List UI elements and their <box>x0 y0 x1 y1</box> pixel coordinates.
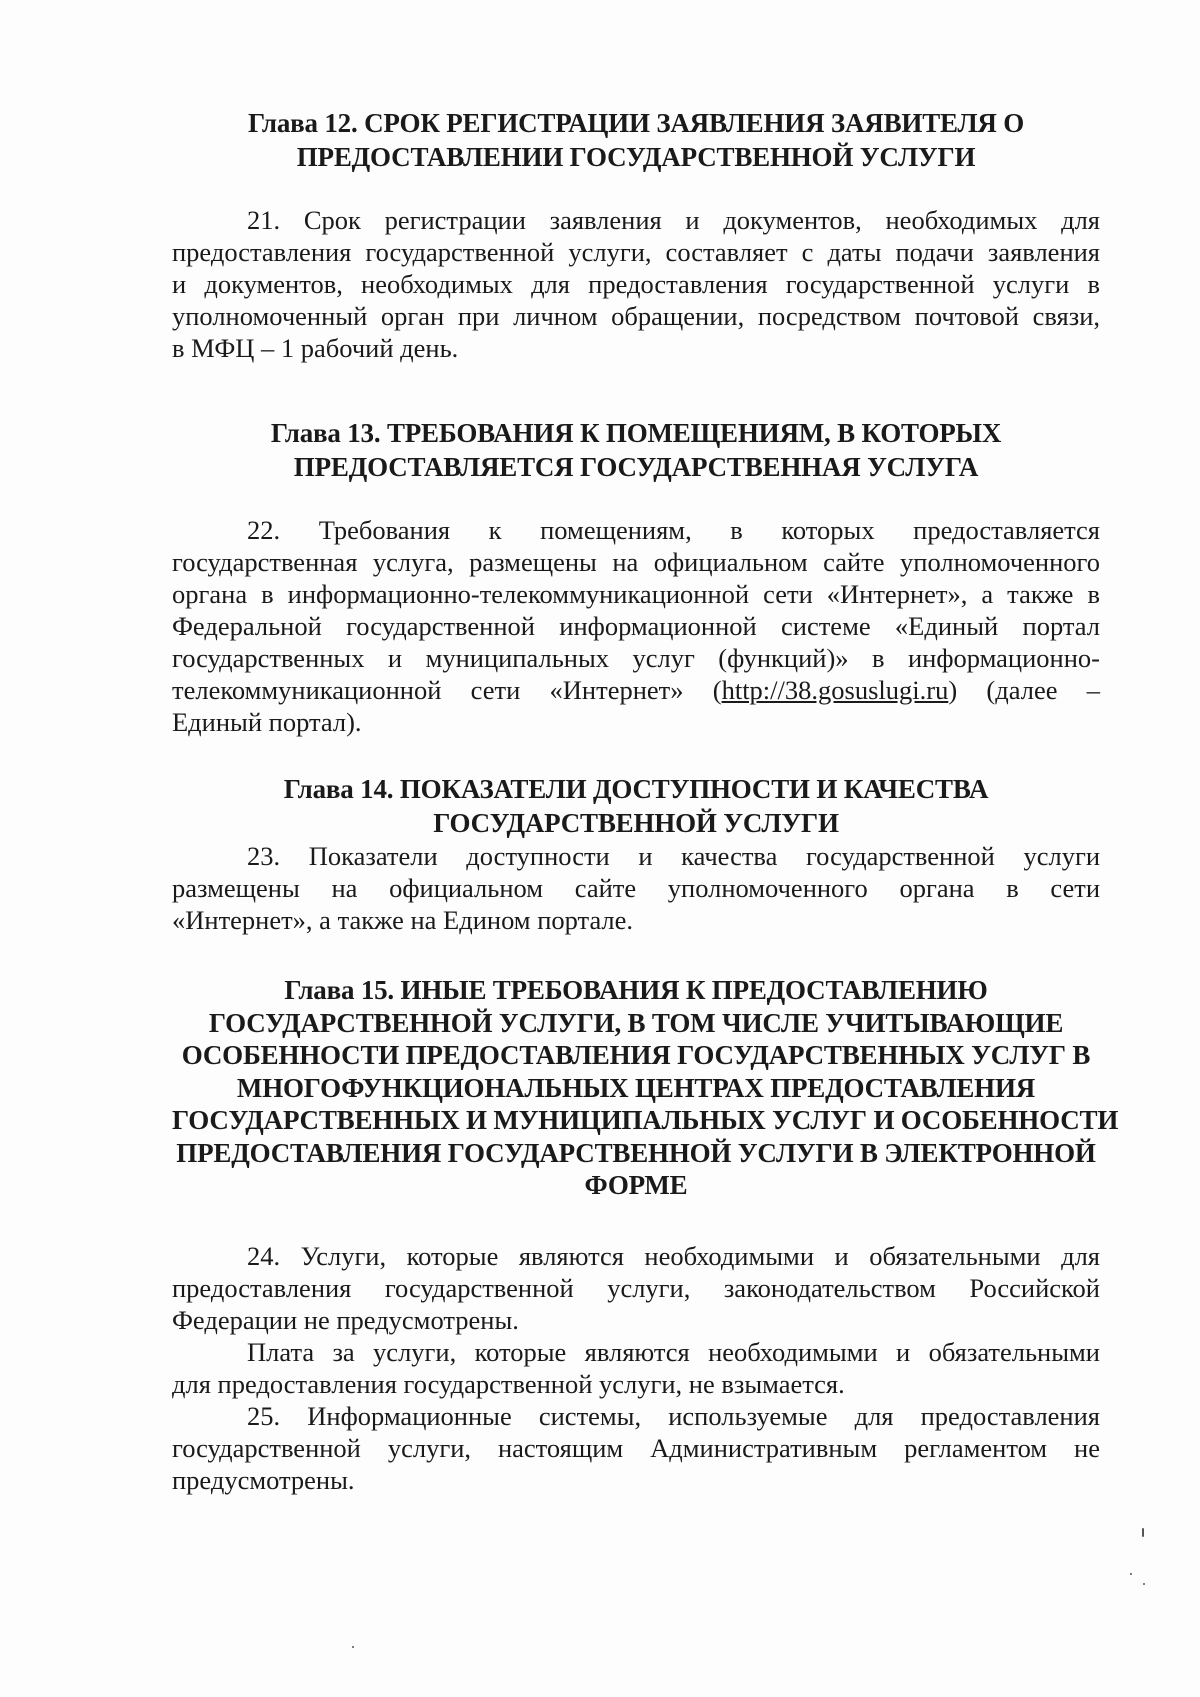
paragraph-line: 21. Срок регистрации заявления и документов, необходимых для <box>247 205 1100 235</box>
paragraph-25 <box>172 1400 1100 1496</box>
paragraph-line: предусмотрены. <box>172 1464 355 1495</box>
paragraph-line: предоставления государственной услуги, составляет с даты подачи заявления <box>172 237 1100 267</box>
paragraph-line: 23. Показатели доступности и качества государственной услуги <box>247 841 1100 871</box>
scan-speck <box>352 1646 354 1648</box>
paragraph-line: органа в информационно-телекоммуникационной сети «Интернет», а также в <box>172 579 1100 609</box>
heading-line: ГОСУДАРСТВЕННОЙ УСЛУГИ <box>433 808 839 838</box>
paragraph-line: 24. Услуги, которые являются необходимыми и обязательными для <box>247 1240 1100 1271</box>
paragraph-line: Единый портал). <box>172 707 362 737</box>
paragraph-line: размещены на официальном сайте уполномоченного органа в сети <box>172 873 1100 903</box>
paragraph-line: государственной услуги, настоящим Административным регламентом не <box>172 1432 1100 1463</box>
paragraph-line: 22. Требования к помещениям, в которых предоставляется <box>247 515 1100 545</box>
paragraph-24 <box>172 1240 1100 1336</box>
chapter-12-heading <box>172 106 1100 174</box>
heading-line: ОСОБЕННОСТИ ПРЕДОСТАВЛЕНИЯ ГОСУДАРСТВЕННЫХ УСЛУГ В <box>181 1040 1091 1070</box>
paragraph-line: в МФЦ – 1 рабочий день. <box>172 333 459 363</box>
line-text: ) (далее – <box>948 675 1100 705</box>
paragraph-line: для предоставления государственной услуги, не взымается. <box>172 1368 845 1399</box>
paragraph-line: и документов, необходимых для предоставления государственной услуги в <box>172 269 1100 299</box>
scan-speck <box>1130 1573 1132 1575</box>
paragraph-line: государственных и муниципальных услуг (функций)» в информационно- <box>172 643 1100 673</box>
heading-line: ГОСУДАРСТВЕННОЙ УСЛУГИ, В ТОМ ЧИСЛЕ УЧИТЫВАЮЩИЕ <box>208 1007 1064 1038</box>
paragraph-line: «Интернет», а также на Едином портале. <box>172 905 634 935</box>
heading-line: Глава 12. СРОК РЕГИСТРАЦИИ ЗАЯВЛЕНИЯ ЗАЯВИТЕЛЯ О <box>247 108 1025 138</box>
heading-line: ПРЕДОСТАВЛЕНИЯ ГОСУДАРСТВЕННОЙ УСЛУГИ В ЭЛЕКТРОННОЙ <box>176 1137 1096 1168</box>
paragraph-23 <box>172 840 1100 936</box>
paragraph-22 <box>172 514 1100 738</box>
line-text: телекоммуникационной сети «Интернет» ( <box>172 675 722 705</box>
paragraph-line: предоставления государственной услуги, законодательством Российской <box>172 1272 1100 1303</box>
heading-line: ФОРМЕ <box>584 1170 688 1200</box>
paragraph-24-fee <box>172 1336 1100 1400</box>
paragraph-line: 25. Информационные системы, используемые для предоставления <box>247 1400 1100 1431</box>
chapter-14-heading <box>172 772 1100 840</box>
paragraph-line: Федерации не предусмотрены. <box>172 1304 519 1335</box>
chapter-15-heading <box>172 974 1119 1202</box>
scan-speck <box>1142 1528 1144 1537</box>
paragraph-line: государственная услуга, размещены на официальном сайте уполномоченного <box>172 547 1100 577</box>
heading-line: Глава 15. ИНЫЕ ТРЕБОВАНИЯ К ПРЕДОСТАВЛЕНИЮ <box>284 975 988 1005</box>
heading-line: ПРЕДОСТАВЛЕНИИ ГОСУДАРСТВЕННОЙ УСЛУГИ <box>296 142 976 172</box>
heading-line: ГОСУДАРСТВЕННЫХ И МУНИЦИПАЛЬНЫХ УСЛУГ И ОСОБЕННОСТИ <box>172 1105 1119 1135</box>
paragraph-line <box>172 674 1100 706</box>
chapter-13-heading <box>172 416 1100 484</box>
heading-line: Глава 13. ТРЕБОВАНИЯ К ПОМЕЩЕНИЯМ, В КОТОРЫХ <box>270 418 1002 448</box>
paragraph-21 <box>172 204 1100 364</box>
gosuslugi-link[interactable]: http://38.gosuslugi.ru <box>721 675 949 705</box>
heading-line: Глава 14. ПОКАЗАТЕЛИ ДОСТУПНОСТИ И КАЧЕСТВА <box>283 774 989 804</box>
paragraph-line: Плата за услуги, которые являются необходимыми и обязательными <box>247 1336 1100 1367</box>
paragraph-line: уполномоченный орган при личном обращении, посредством почтовой связи, <box>172 301 1100 331</box>
paragraph-line: Федеральной государственной информационной системе «Единый портал <box>172 611 1100 641</box>
document-body <box>172 106 1119 1496</box>
scan-speck <box>1143 1583 1145 1585</box>
heading-line: ПРЕДОСТАВЛЯЕТСЯ ГОСУДАРСТВЕННАЯ УСЛУГА <box>293 452 979 482</box>
heading-line: МНОГОФУНКЦИОНАЛЬНЫХ ЦЕНТРАХ ПРЕДОСТАВЛЕНИЯ <box>236 1072 1036 1103</box>
